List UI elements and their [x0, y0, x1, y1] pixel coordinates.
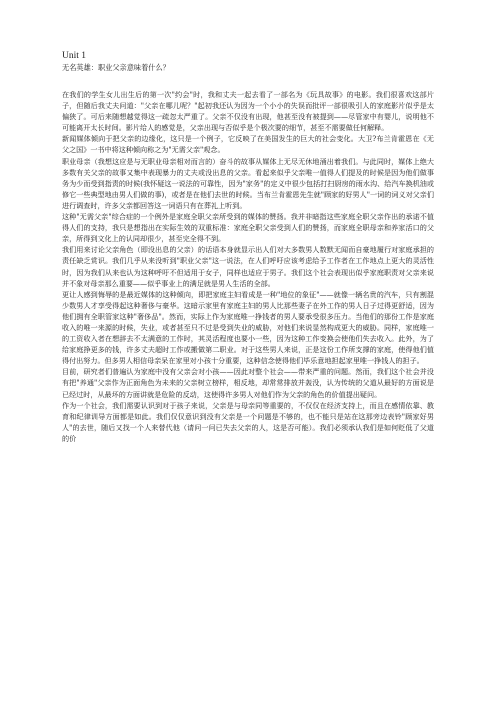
paragraph-8: 作为一个社会，我们需要认识到对于孩子来说，父亲是与母亲同等重要的，不仅仅在经济支持上，而且在感情依靠、教育和纪律训导方面都是如此。我们仅仅意识到没有父亲是一个问题是不够的，也不能只是站在这那旁边表铃"顾家好男人"的去世，随后又找一个人来替代他（请问一问已失去父亲的人，这是否可能）。我们必须承认我们是如何贬低了父道的价 [62, 400, 434, 443]
paragraph-5: 我们用来讨论父亲角色（即没出息的父亲）的话语本身就显示出人们对大多数男人数默无闻而自豪地履行对家庭承担的责任缺乏赏识。我们几乎从来没听到"职业父亲"这一说法，在人们呼吁应该考虑给予工作者在工作地点上更大的灵活性时，因为我们从来也认为这种呼吁不但适用于女子，同样也适应于男子。我们这个社会表现出似乎家庭职责对父亲来说并不象对母亲那么重要——似乎事业上的满足就是男人生活的全部。 [62, 245, 434, 288]
document-page [62, 50, 434, 444]
paragraph-2: 新闻媒体倾向于把父亲的边缘化，这只是一个例子，它反映了在美国发生的巨大的社会变化。大卫?布兰肯霍恩在《无父之国》一书中将这种倾向称之为"无需父亲"观念。 [62, 134, 434, 155]
paragraph-4: 这种"无需父亲"综合症的一个例外是家庭全职父亲所受到的媒体的赞扬。我并非暗指这些家庭全职父亲作出的承诺不值得人们的支持，我只是想指出在实际生效的双重标准：家庭全职父亲受到人们的赞扬，而家庭全职母亲和养家活口的父亲，所得到文化上的认同却很少，甚至完全得不到。 [62, 212, 434, 244]
paragraph-7: 目前，研究者们普遍认为家庭中没有父亲会对小孩——因此对整个社会——带来严重的问题。然而，我们这个社会并没有把"养通"父亲作为正面角色为未来的父亲树立榜样，相反地，却常常排放并轰没，认为传统的父道从最好的方面说是已经过时，从最坏的方面讲就是危险的反动，这使得许多男人对他们作为父亲的角色的价值提出疑问。 [62, 367, 434, 399]
paragraph-1: 在我们的学生女儿出生后的第一次"约会"时，我和丈夫一起去看了一部名为《玩具故事》的电影。我们很喜欢这部片子，但随后我丈夫问道："父亲在哪儿呢？"起初我还认为因为一个小小的失误而批评一部很吸引人的家庭影片似乎是太偏狭了。可后来随想越觉得这一疏忽太严重了。父亲不仅没有出现，他甚至没有被提到——尽管家中有婴儿，说明他不可能离开太长时间。影片给人的感觉是，父亲出现与否似乎是个极次要的细节，甚至不需要做任何解释。 [62, 90, 434, 133]
article-title: 无名英雄：职业父亲意味着什么？ [62, 63, 170, 72]
unit-heading: Unit 1 [62, 51, 87, 61]
paragraph-3: 职业母亲（我想这应是与无职业母亲相对而言的）奋斗的故事从媒体上无尽无休地涌出着我们。与此同时，媒体上绝大多数有关父亲的故事又集中表现暴力的丈夫或没出息的父亲。看起来似乎父亲唯一值得人们提及的时候是因为他们做事务为少而受到指责的时候(我怀疑这一说法的可靠性，因为"家务"的定义中很少包括打扫厨房的雨水沟、给汽车换机油或修它一些典型地由男人们做的事)，或者是在他们去世的时候。当布兰肯霍恩先生就"顾家的好男人"一词的词义对父亲们进行调查时，许多父亲都回答这一词语只有在葬礼上听到。 [62, 156, 434, 210]
paragraph-6: 更让人感到悔辱的是最近媒体的这种倾向，即把家庭主妇看成是一种"地位的象征"——就像一辆名贵的汽车，只有割混少数男人才享受得起这种奢侈与豪华。这暗示家里有家庭主妇的男人比那些妻子在外工作的男人日子过得更舒适，因为他们拥有全职管家这种"奢侈品"。然而，实际上作为家庭唯一挣钱者的男人要承受很多压力。当他们的那份工作是家庭收入的唯一来源的时候，失业，或者甚至只不过是受到失业的威胁，对他们来说显然构成更大的威胁。同样，家庭唯一的工资收入者在想辞去不太满意的工作时，其灵活程度也要小一些，因为这种工作变换会使他们失去收入。此外，为了给家庭挣更多的钱，许多丈夫超时工作或搬做第二职业。对于这些男人来说，正是这份工作所支撑的家庭，使得他们值得付出努力。但多男人相信母亲呆在家里对小孩十分重要，这种信念使得他们毕乐意地担起家里唯一挣钱人的担子。 [62, 289, 434, 366]
